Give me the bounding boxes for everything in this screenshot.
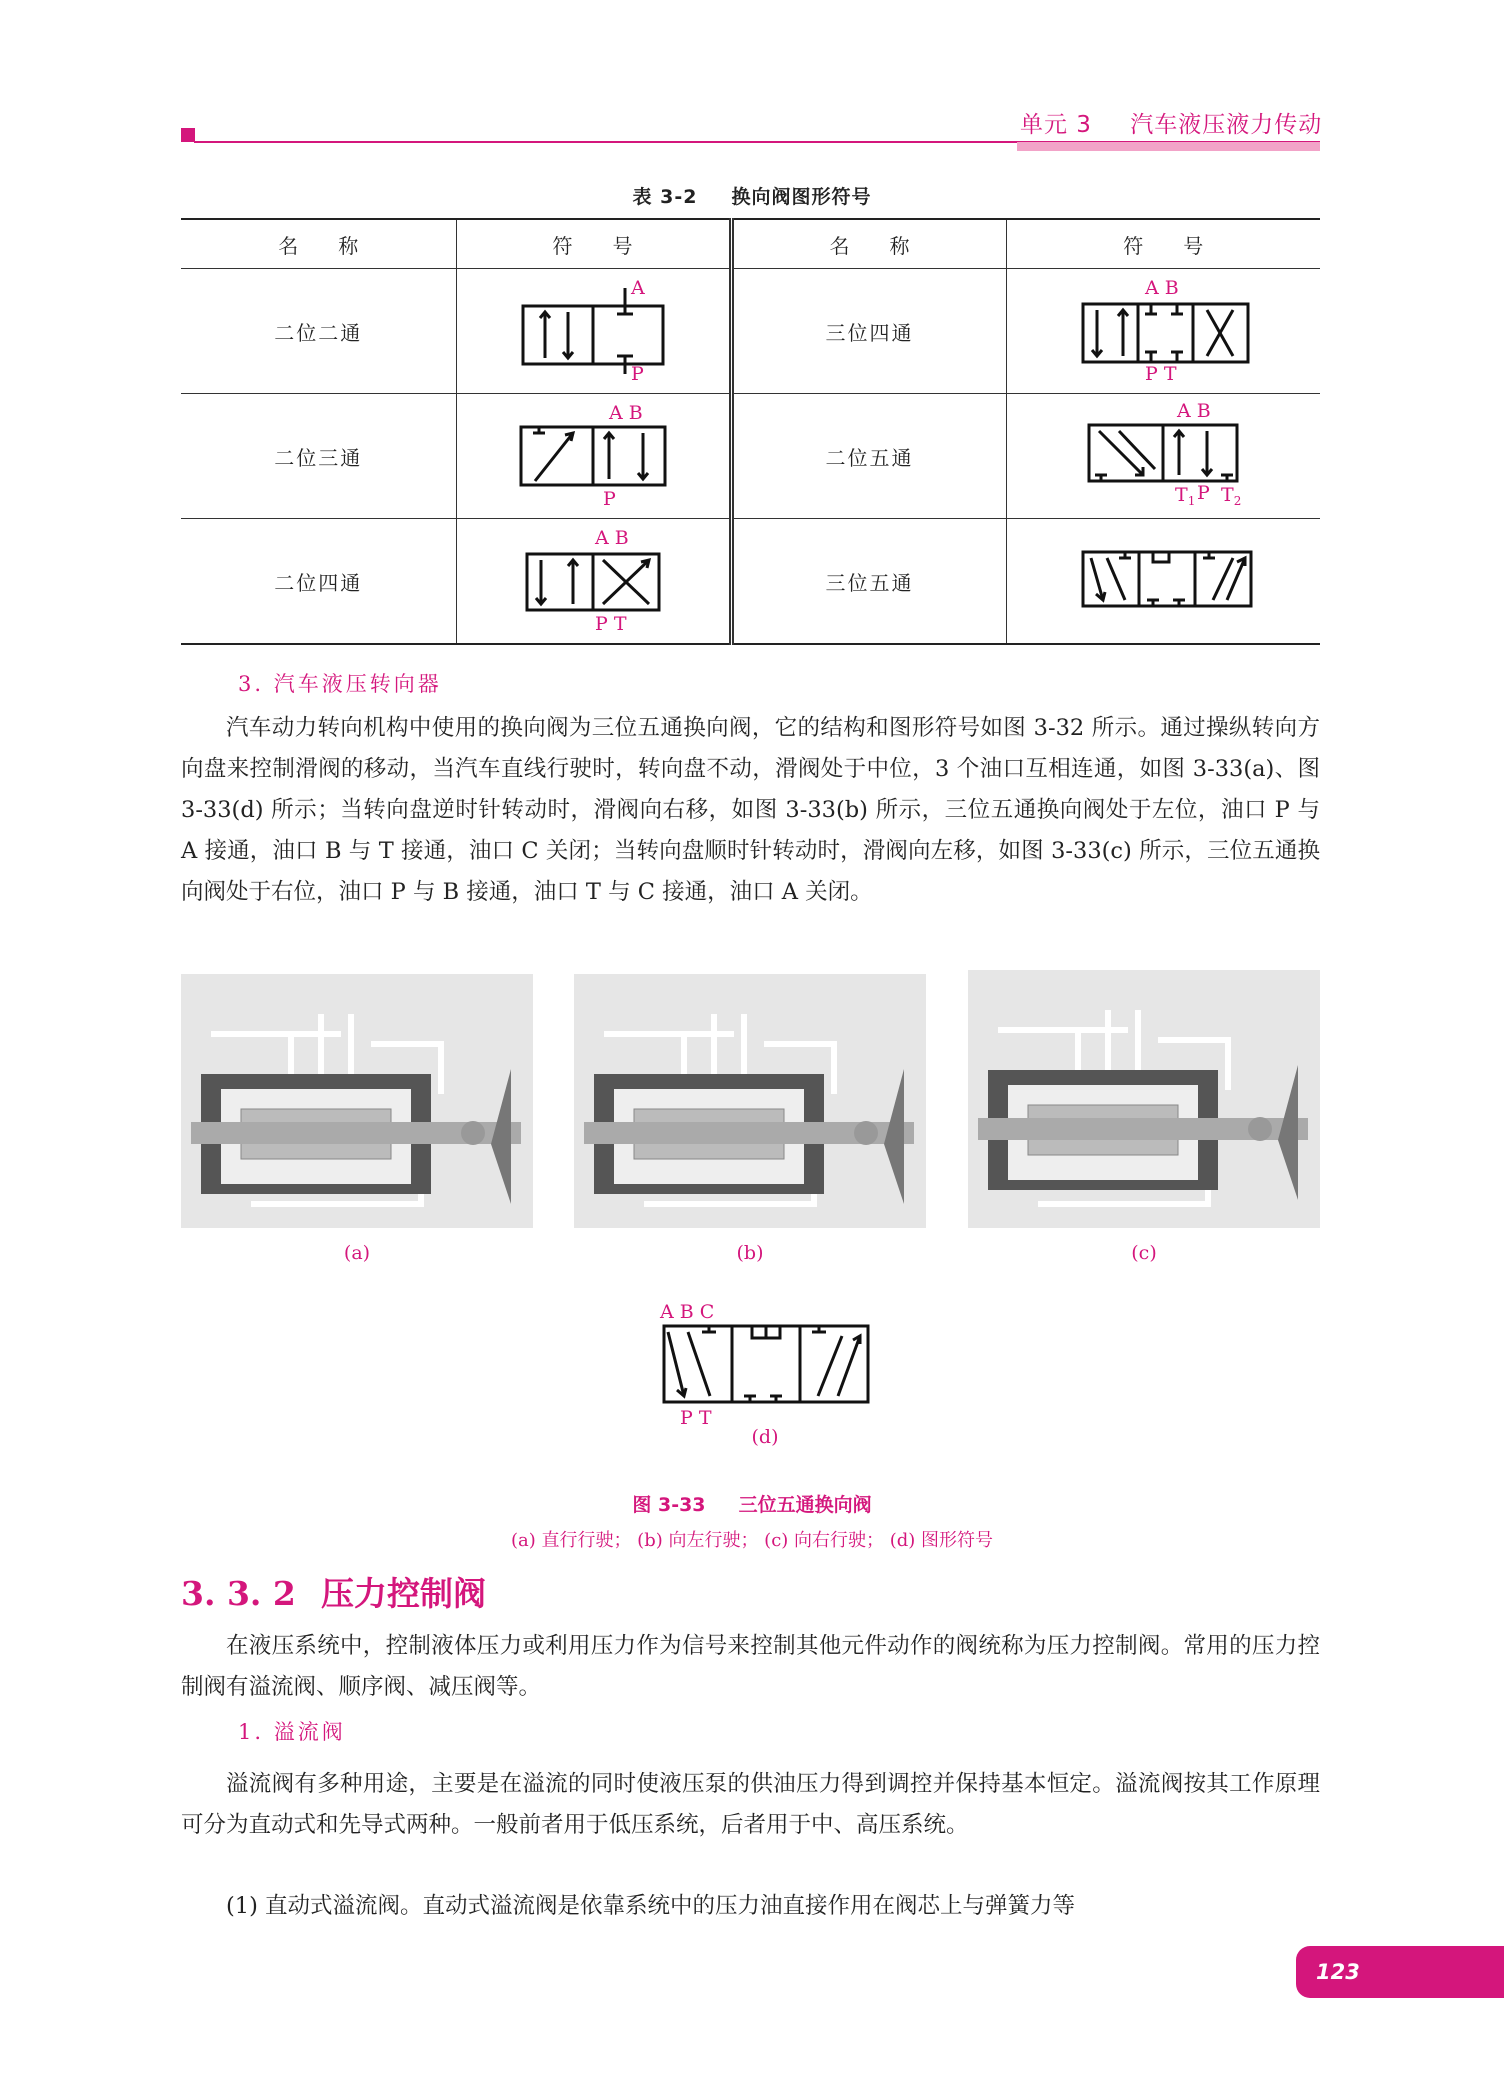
port-label: A B C	[660, 1301, 715, 1323]
figure-panel-d-symbol	[652, 1296, 882, 1436]
valve-symbol-2-4	[513, 524, 673, 634]
unit-title: 汽车液压液力传动	[1130, 112, 1323, 138]
port-label: T	[1221, 483, 1234, 506]
port-label: P	[630, 362, 644, 384]
figure-label: (c)	[1131, 1242, 1157, 1264]
valve-cutaway-illustration	[574, 974, 926, 1228]
valve-name: 二位五通	[731, 394, 1006, 519]
figure-caption	[0, 1490, 1504, 1517]
section-title: 压力控制阀	[321, 1574, 486, 1613]
port-label: A	[630, 276, 645, 299]
port-label-t1	[1175, 484, 1195, 508]
page-number: 123	[1296, 1946, 1504, 1998]
symbol-2pos-4way	[456, 519, 731, 645]
figure-label: (d)	[751, 1426, 779, 1448]
port-subscript: 2	[1233, 493, 1242, 508]
valve-name: 三位五通	[731, 519, 1006, 645]
section-heading	[181, 1568, 486, 1615]
valve-symbol-3-4	[1073, 274, 1253, 384]
valve-symbol-2-5	[1073, 399, 1253, 509]
port-label-t2	[1221, 484, 1241, 508]
table-header-symbol-1: 符 号	[456, 219, 731, 269]
paragraph: 在液压系统中，控制液体压力或利用压力作为信号来控制其他元件动作的阀统称为压力控制阀。常用的压力控制阀有溢流阀、顺序阀、减压阀等。	[181, 1633, 1320, 1700]
figure-label: (b)	[736, 1242, 764, 1264]
port-label: A B	[594, 526, 629, 549]
figure-caption-number: 图 3-33	[632, 1494, 706, 1516]
figure-panel-c	[968, 970, 1320, 1228]
symbol-2pos-3way	[456, 394, 731, 519]
table-header-row	[181, 219, 1320, 269]
valve-cutaway-illustration	[181, 974, 533, 1228]
port-label: T	[1175, 483, 1188, 506]
figure-caption-text: 三位五通换向阀	[738, 1494, 872, 1516]
valve-cutaway-illustration	[968, 970, 1320, 1228]
paragraph: (1) 直动式溢流阀。直动式溢流阀是依靠系统中的压力油直接作用在阀芯上与弹簧力等	[226, 1893, 1076, 1919]
figure-panel-b	[574, 974, 926, 1228]
figure-panel-a	[181, 974, 533, 1228]
valve-name: 二位二通	[181, 269, 456, 394]
section-number: 3. 3. 2	[181, 1574, 296, 1613]
table-title-number: 表 3-2	[632, 186, 698, 208]
symbol-2pos-2way	[456, 269, 731, 394]
port-label: A B	[608, 401, 643, 424]
port-label: P T	[594, 612, 626, 634]
table-header-name-2: 名 称	[731, 219, 1006, 269]
paragraph: 溢流阀有多种用途，主要是在溢流的同时使液压泵的供油压力得到调控并保持基本恒定。溢流阀按其工作原理可分为直动式和先导式两种。一般前者用于低压系统，后者用于中、高压系统。	[181, 1771, 1320, 1838]
port-label: P	[602, 487, 616, 509]
symbol-3pos-5way	[1006, 519, 1320, 645]
table-row	[181, 269, 1320, 394]
paragraph: 汽车动力转向机构中使用的换向阀为三位五通换向阀，它的结构和图形符号如图 3-32 所示。通过操纵转向方向盘来控制滑阀的移动，当汽车直线行驶时，转向盘不动，滑阀处于中位，3 个油口互相连通，如图 3-33(a)、图 3-33(d) 所示；当转向盘逆时针转动时，滑阀向右移，如图 3-33(b) 所示，三位五通换向阀处于左位，油口 P 与 A 接通，油口 B 与 T 接通，油口 C 关闭；当转向盘顺时针转动时，滑阀向左移，如图 3-33(c) 所示，三位五通换向阀处于右位，油口 P 与 B 接通，油口 T 与 C 接通，油口 A 关闭。	[181, 715, 1320, 905]
symbol-2pos-5way	[1006, 394, 1320, 519]
port-subscript: 1	[1187, 493, 1196, 508]
header-bar	[1017, 142, 1320, 151]
figure-label: (a)	[343, 1242, 371, 1264]
figure-subcaption: (a) 直行行驶； (b) 向左行驶； (c) 向右行驶； (d) 图形符号	[510, 1530, 994, 1551]
table-row	[181, 394, 1320, 519]
table-row	[181, 519, 1320, 645]
subsection-heading: 3. 汽车液压转向器	[238, 672, 442, 696]
port-label: P T	[1145, 362, 1177, 384]
port-label: A B	[1177, 399, 1211, 422]
valve-name: 三位四通	[731, 269, 1006, 394]
header-marker	[181, 128, 195, 142]
port-label: A B	[1145, 276, 1179, 299]
valve-symbol-table	[181, 218, 1320, 645]
running-header	[1020, 106, 1322, 139]
valve-symbol-2-2	[513, 274, 673, 384]
symbol-3pos-4way	[1006, 269, 1320, 394]
valve-name: 二位三通	[181, 394, 456, 519]
port-label: P	[1197, 481, 1211, 504]
unit-label: 单元 3	[1020, 112, 1092, 138]
valve-name: 二位四通	[181, 519, 456, 645]
table-header-symbol-2: 符 号	[1006, 219, 1320, 269]
subsection-heading: 1. 溢流阀	[238, 1720, 346, 1744]
port-label: P T	[680, 1407, 712, 1429]
table-title-text: 换向阀图形符号	[731, 186, 872, 208]
valve-symbol-2-3	[513, 399, 673, 509]
table-title	[0, 182, 1504, 209]
valve-symbol-3-5	[1073, 524, 1253, 634]
table-header-name-1: 名 称	[181, 219, 456, 269]
